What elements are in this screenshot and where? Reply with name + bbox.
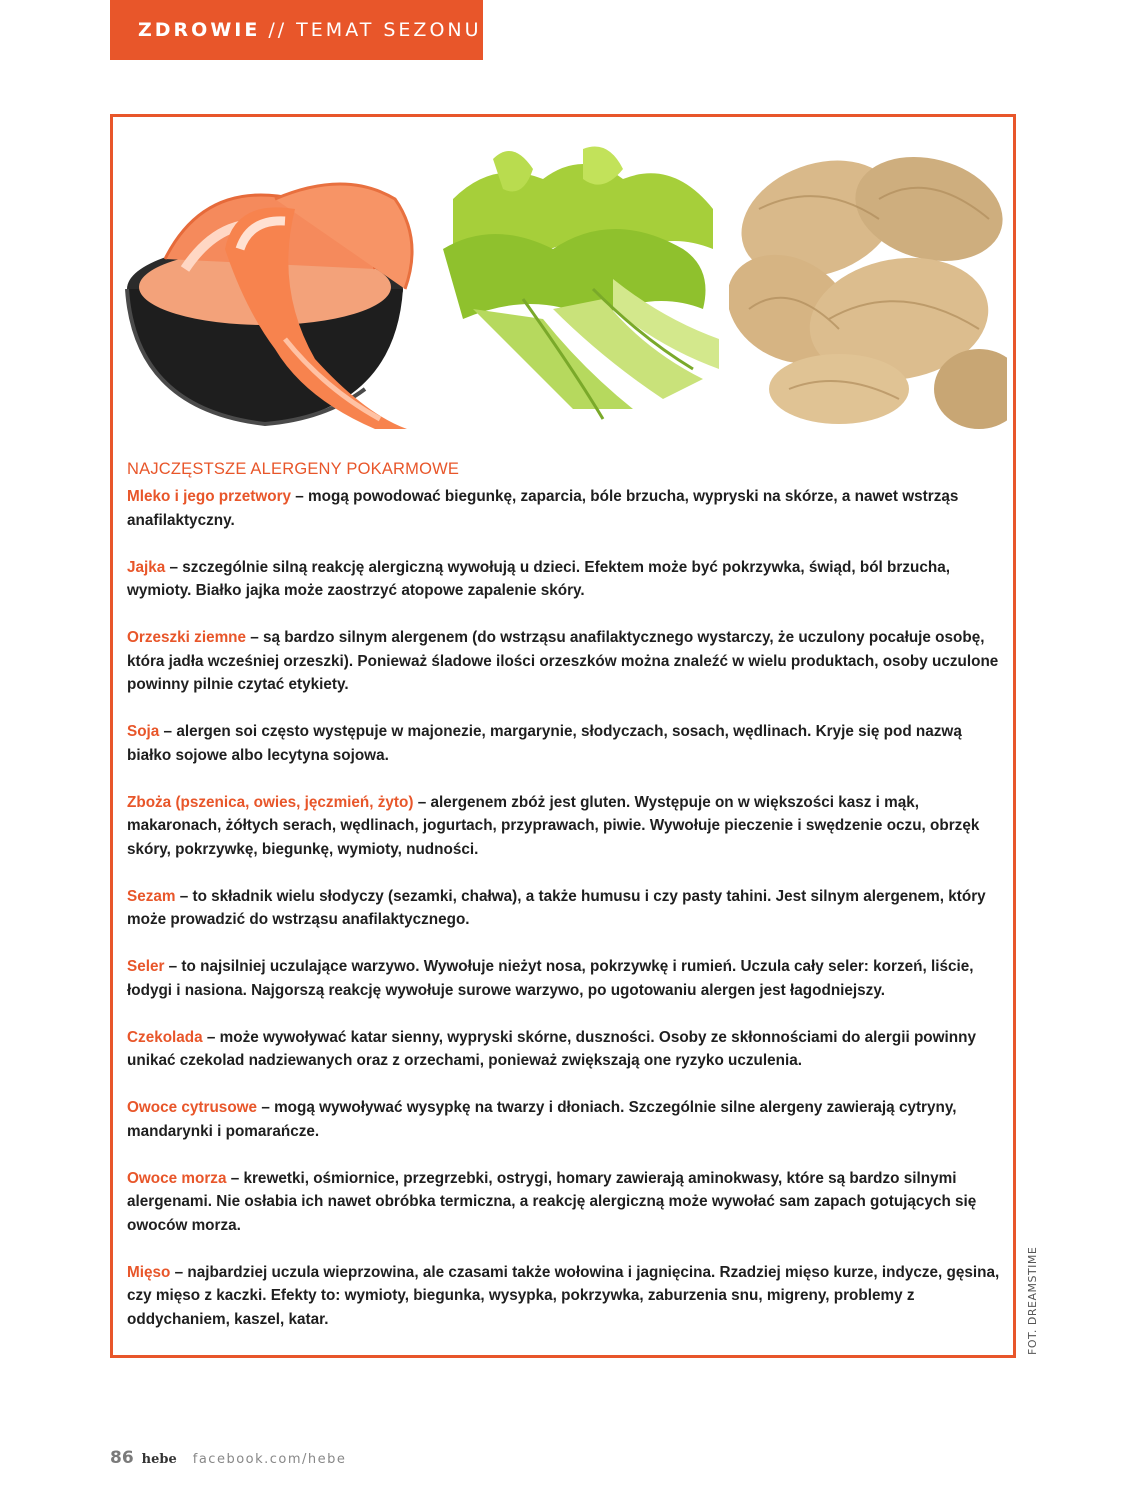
entry-text: – alergen soi często występuje w majonezie, margarynie, słodyczach, sosach, wędlinach. Kryje się pod nazwą białko sojowe albo lecytyna sojowa. — [127, 723, 962, 764]
entry-text: – najbardziej uczula wieprzowina, ale czasami także wołowina i jagnięcina. Rzadziej mięso kurze, indycze, gęsina, czy mięso z kaczki. Efekty to: wymioty, biegunka, wysypka, pokrzywka, zaburzenia snu, migreny, problemy z oddychaniem, kaszel, katar. — [127, 1263, 1000, 1328]
entry-text: – alergenem zbóż jest gluten. Występuje on w większości kasz i mąk, makaronach, żółtych serach, wędlinach, jogurtach, przyprawach, piwie. Wywołuje pieczenie i swędzenie oczu, obrzęk skóry, pokrzywkę, biegunkę, wymioty, nudności. — [127, 793, 980, 858]
entry-czekolada — [127, 1026, 1007, 1073]
entry-term: Owoce morza — [127, 1169, 227, 1187]
facebook-link[interactable]: facebook.com/hebe — [192, 1452, 347, 1467]
entry-text: – są bardzo silnym alergenem (do wstrząsu anafilaktycznego wystarczy, że uczulony pocałuje osobę, która jadła wcześniej orzeszki). Ponieważ śladowe ilości orzeszków można znaleźć w wielu produktach, osoby uczulone powinny pilnie czytać etykiety. — [127, 629, 999, 693]
entry-text: – krewetki, ośmiornice, przegrzebki, ostrygi, homary zawierają aminokwasy, które są bardzo silnymi alergenami. Nie osłabia ich nawet obróbka termiczna, a reakcję alergiczną może wywołać sam zapach gotujących się owoców morza. — [127, 1169, 977, 1234]
peanuts-photo — [729, 139, 1007, 429]
entry-mieso — [127, 1261, 1007, 1332]
entry-text: – to najsilniej uczulające warzywo. Wywołuje nieżyt nosa, pokrzywkę i rumień. Uczula cały seler: korzeń, liście, łodygi i nasiona. Najgorszą reakcję wywołuje surowe warzywo, po ugotowaniu alergen jest łagodniejszy. — [127, 958, 974, 999]
entry-cytrusy — [127, 1096, 1007, 1143]
section-tab — [110, 0, 483, 60]
entry-text: – może wywoływać katar sienny, wypryski skórne, duszności. Osoby ze skłonnościami do alergii powinny unikać czekolad nadziewanych oraz z orzechami, ponieważ zwiększają one ryzyko uczulenia. — [127, 1028, 976, 1069]
brand-logo: hebe — [141, 1452, 177, 1467]
entry-term: Soja — [127, 723, 160, 740]
entry-soja — [127, 720, 1007, 767]
entry-term: Zboża (pszenica, owies, jęczmień, żyto) — [127, 793, 414, 811]
entry-text: – mogą wywoływać wysypkę na twarzy i dłoniach. Szczególnie silne alergeny zawierają cytryny, mandarynki i pomarańcze. — [127, 1099, 957, 1140]
allergens-box — [110, 114, 1016, 1358]
entry-sezam — [127, 885, 1007, 932]
page-footer — [110, 1448, 346, 1468]
entry-text: – szczególnie silną reakcję alergiczną wywołują u dzieci. Efektem może być pokrzywka, świąd, ból brzucha, wymioty. Białko jajka może zaostrzyć atopowe zapalenie skóry. — [127, 558, 950, 599]
entry-term: Orzeszki ziemne — [127, 629, 247, 646]
entry-zboza — [127, 791, 1007, 862]
entry-seler — [127, 955, 1007, 1002]
entry-jajka — [127, 556, 1007, 603]
entry-term: Jajka — [127, 558, 166, 576]
entry-term: Owoce cytrusowe — [127, 1099, 258, 1116]
entry-term: Sezam — [127, 887, 176, 905]
entry-mleko — [127, 485, 1007, 532]
entry-orzeszki — [127, 626, 1007, 697]
entry-term: Mleko i jego przetwory — [127, 488, 292, 505]
section-name: ZDROWIE — [138, 19, 261, 41]
entry-owoce-morza — [127, 1167, 1007, 1238]
page-number: 86 — [110, 1448, 134, 1468]
entry-text: – mogą powodować biegunkę, zaparcia, bóle brzucha, wypryski na skórze, a nawet wstrząs anafilaktyczny. — [127, 488, 959, 529]
entry-term: Czekolada — [127, 1028, 203, 1046]
photo-credit: FOT. DREAMSTIME — [1026, 1246, 1039, 1355]
allergens-text — [127, 458, 1007, 1355]
section-subtitle: // TEMAT SEZONU — [268, 19, 482, 41]
allergens-heading: NAJCZĘSTSZE ALERGENY POKARMOWE — [127, 460, 460, 478]
entry-text: – to składnik wielu słodyczy (sezamki, chałwa), a także humusu i czy pasty tahini. Jest silnym alergenem, który może prowadzić do wstrząsu anafilaktycznego. — [127, 887, 986, 928]
celery-photo — [433, 139, 719, 429]
entry-term: Mięso — [127, 1263, 171, 1281]
shrimp-bowl-photo — [125, 139, 423, 429]
entry-term: Seler — [127, 958, 165, 975]
